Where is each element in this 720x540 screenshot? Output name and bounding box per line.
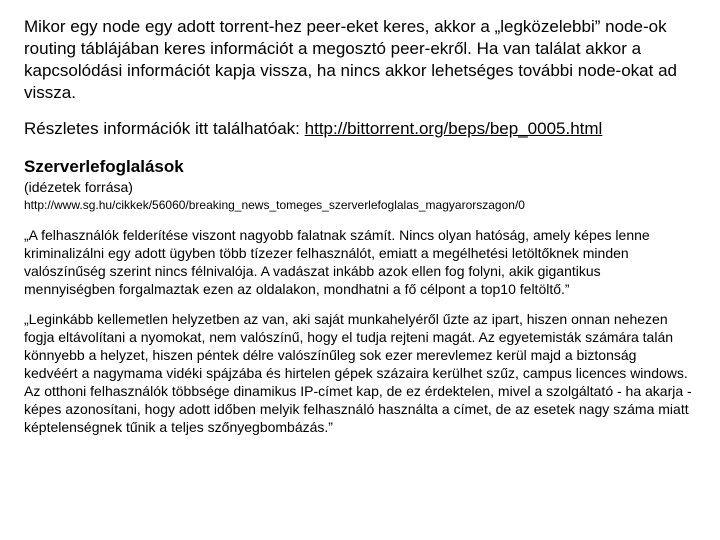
source-note: (idézetek forrása) — [24, 179, 133, 195]
details-label: Részletes információk itt találhatóak: — [24, 119, 300, 138]
details-line — [24, 118, 694, 140]
section-title: Szerverlefoglalások — [24, 157, 184, 176]
source-url: http://www.sg.hu/cikkek/56060/breaking_news_tomeges_szerverlefoglalas_magyarorszagon/0 — [24, 198, 525, 212]
intro-paragraph: Mikor egy node egy adott torrent-hez peer-eket keres, akkor a „legközelebbi” node-ok routing táblájában keres információt a megosztó peer-ekről. Ha van találat akkor a kapcsolódási információt kapja vissza, ha nincs akkor lehetséges további node-okat ad vissza. — [24, 17, 677, 102]
quote-paragraph-2: „Leginkább kellemetlen helyzetben az van, aki saját munkahelyéről űzte az ipart, hiszen onnan nehezen fogja eltávolítani a nyomokat, nem valószínű, hogy el tudja rejteni magát. Az egyetemisták számára talán könnyebb a helyzet, hiszen péntek délre valószínűleg sok ezer merevlemez kerül majd a biztonság kedvéért a nagymama vidéki spájzába és hirtelen gépek százaira kerülhet szűz, campus licences windows. Az otthoni felhasználók többsége dinamikus IP-címet kap, de ez érdektelen, mivel a szolgáltató - ha akarja - képes azonosítani, hogy adott időben melyik felhasználó használta a címet, de az esetek nagy száma miatt képtelenségnek tűnik a teljes szőnyegbombázás.” — [24, 311, 692, 435]
document-page — [24, 16, 694, 436]
bep-link[interactable]: http://bittorrent.org/beps/bep_0005.html — [304, 119, 603, 138]
quote-paragraph-1: „A felhasználók felderítése viszont nagyobb falatnak számít. Nincs olyan hatóság, amely képes lenne kriminalizálni egy adott ügyben több tízezer felhasználót, emiatt a megélhetési letöltőknek minden valószínűség szerint nincs félnivalója. A vadászat inkább azok ellen fog folyni, akik gigantikus mennyiségben forgalmaztak ezen az oldalakon, mondhatni a fő célpont a top10 feltöltő.” — [24, 227, 650, 297]
